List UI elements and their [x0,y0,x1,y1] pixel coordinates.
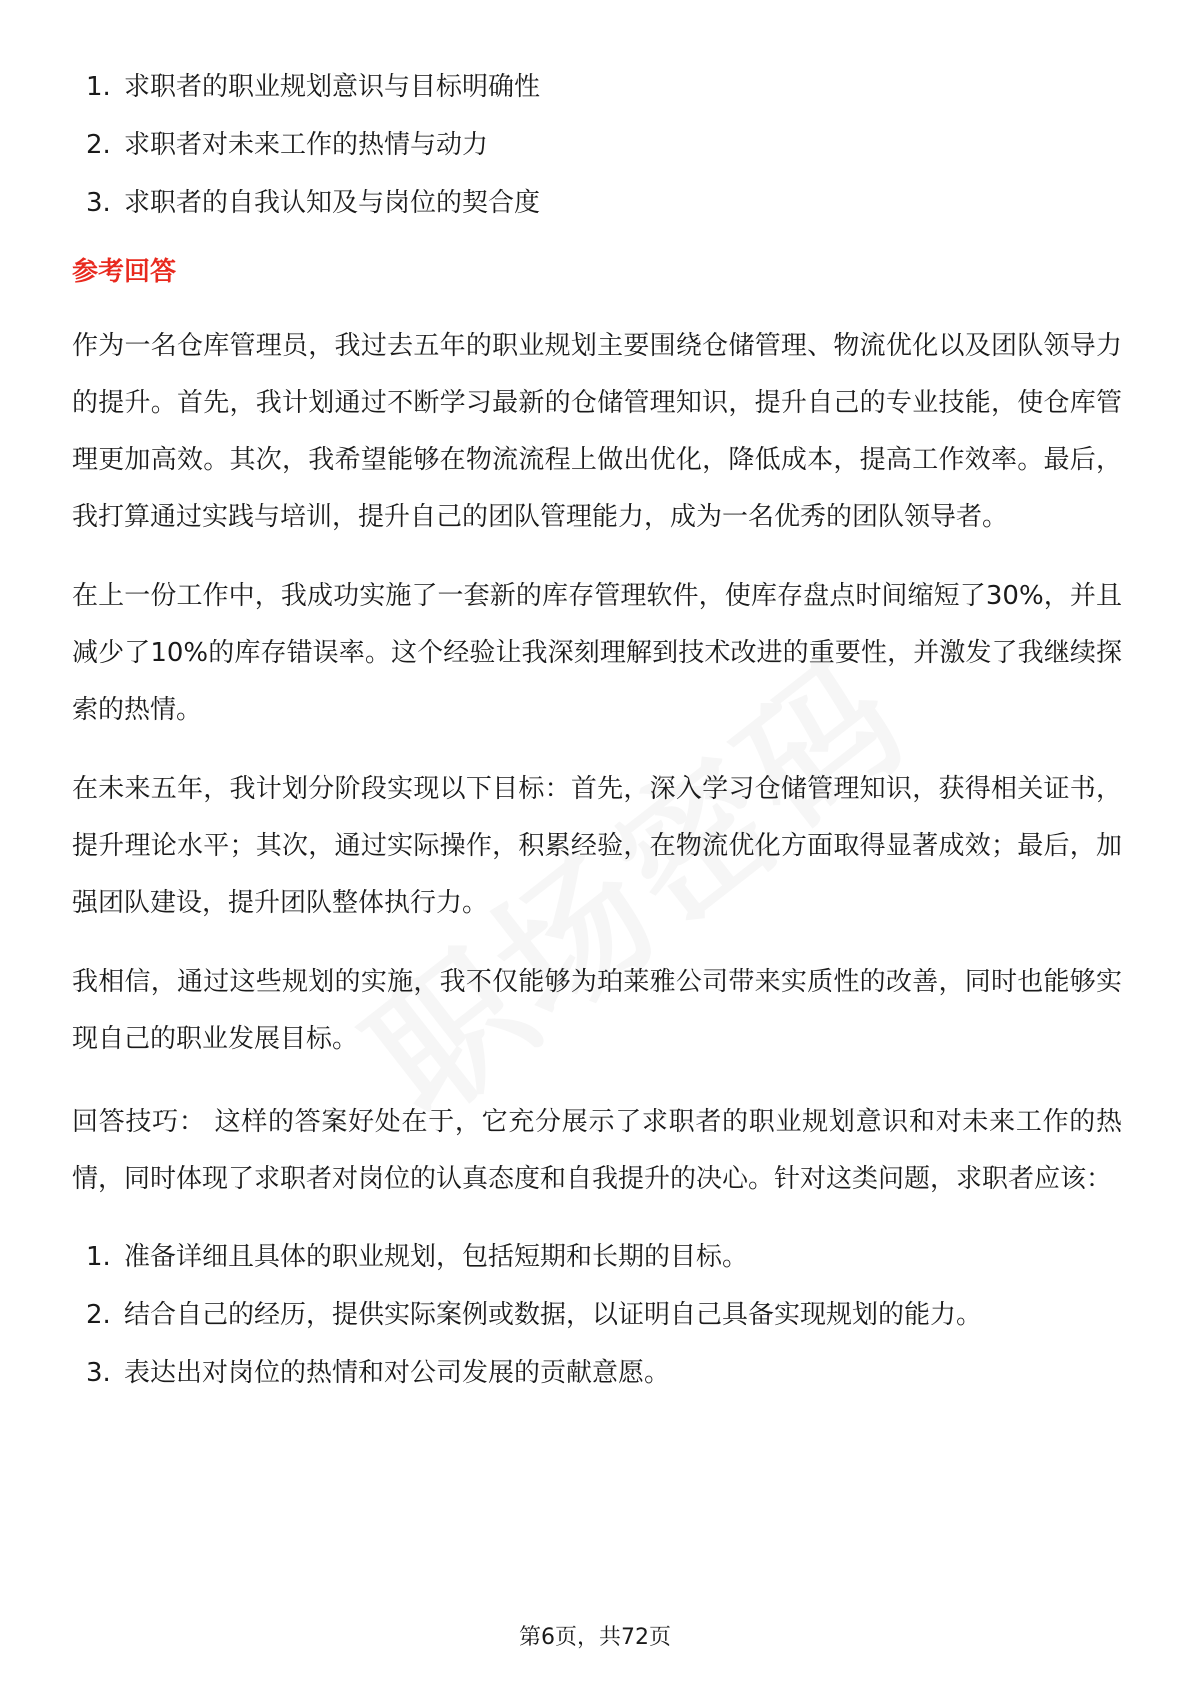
answer-paragraph: 在未来五年，我计划分阶段实现以下目标：首先，深入学习仓储管理知识，获得相关证书，提升理论水平；其次，通过实际操作，积累经验，在物流优化方面取得显著成效；最后，加强团队建设，提升团队整体执行力。 [72,774,1122,918]
answer-tips: 回答技巧： 这样的答案好处在于，它充分展示了求职者的职业规划意识和对未来工作的热情，同时体现了求职者对岗位的认真态度和自我提升的决心。针对这类问题，求职者应该： [72,1107,1122,1194]
list-item [72,58,1122,116]
list-item-text: 准备详细且具体的职业规划，包括短期和长期的目标。 [124,1242,749,1272]
page-number-footer: 第6页，共72页 [519,1625,671,1650]
list-item-text: 求职者的职业规划意识与目标明确性 [124,72,541,102]
answer-paragraph: 作为一名仓库管理员，我过去五年的职业规划主要围绕仓储管理、物流优化以及团队领导力的提升。首先，我计划通过不断学习最新的仓储管理知识，提升自己的专业技能，使仓库管理更加高效。其次，我希望能够在物流流程上做出优化，降低成本，提高工作效率。最后，我打算通过实践与培训，提升自己的团队管理能力，成为一名优秀的团队领导者。 [72,331,1122,532]
list-item-text: 结合自己的经历，提供实际案例或数据，以证明自己具备实现规划的能力。 [124,1300,983,1330]
intro-list [72,58,1122,232]
list-item-number: 3. [86,188,111,218]
list-item [72,1228,1122,1286]
list-item [72,174,1122,232]
list-item [72,1344,1122,1402]
document-content [72,58,1122,1402]
list-item [72,1286,1122,1344]
list-item-text: 求职者的自我认知及与岗位的契合度 [124,188,541,218]
list-item-number: 1. [86,1242,111,1272]
answer-heading: 参考回答 [72,257,177,287]
tips-list [72,1228,1122,1402]
list-item-text: 表达出对岗位的热情和对公司发展的贡献意愿。 [124,1358,671,1388]
answer-paragraph: 我相信，通过这些规划的实施，我不仅能够为珀莱雅公司带来实质性的改善，同时也能够实现自己的职业发展目标。 [72,967,1122,1054]
list-item-number: 1. [86,72,111,102]
list-item [72,116,1122,174]
list-item-number: 3. [86,1358,111,1388]
list-item-number: 2. [86,130,111,160]
list-item-number: 2. [86,1300,111,1330]
list-item-text: 求职者对未来工作的热情与动力 [124,130,489,160]
answer-paragraph: 在上一份工作中，我成功实施了一套新的库存管理软件，使库存盘点时间缩短了30%，并且减少了10%的库存错误率。这个经验让我深刻理解到技术改进的重要性，并激发了我继续探索的热情。 [72,581,1122,725]
